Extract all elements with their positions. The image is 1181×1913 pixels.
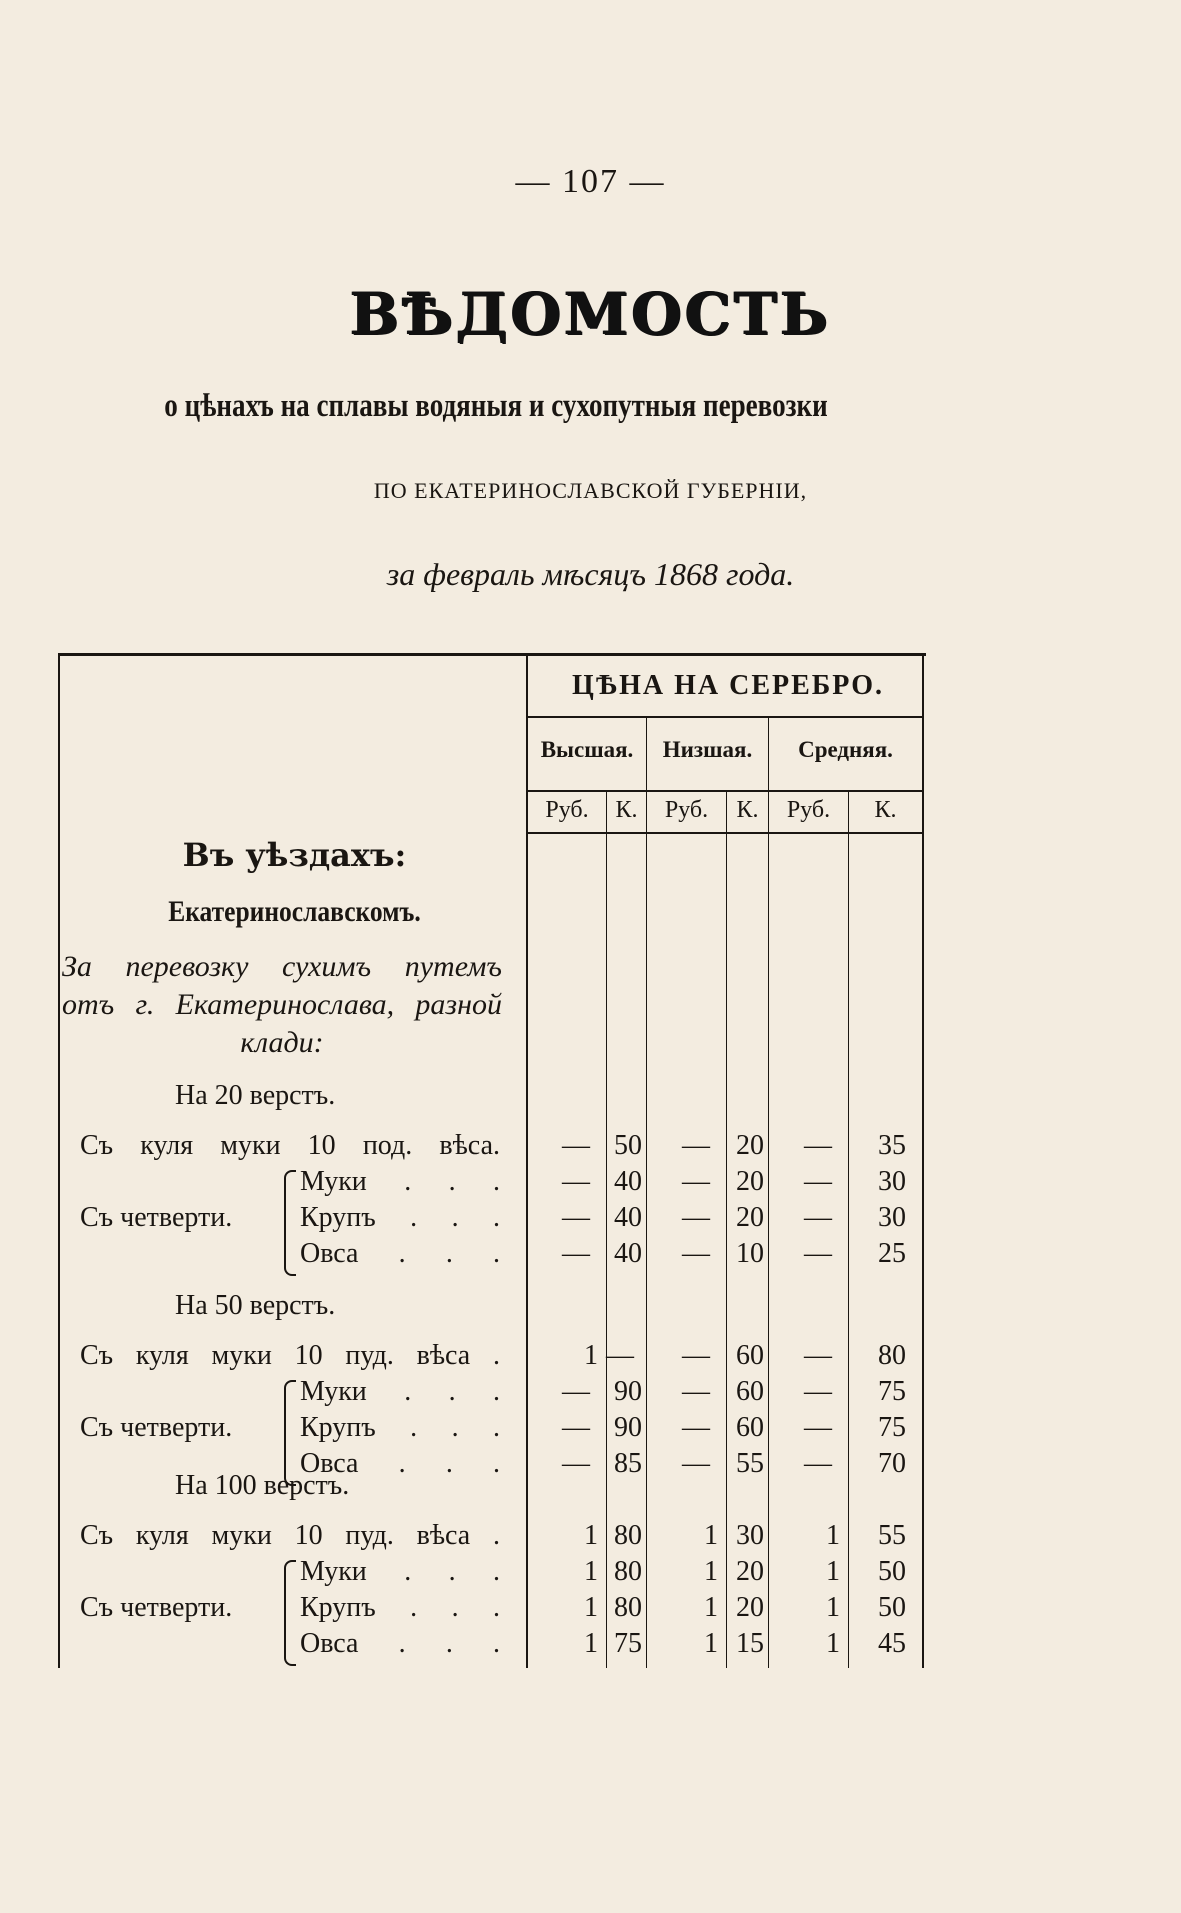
quarter-label: Съ четверти.	[80, 1202, 233, 1233]
header-rule-1	[528, 716, 922, 718]
price-cell: 50	[614, 1130, 642, 1161]
brace	[284, 1560, 296, 1666]
sub-row-label-muki: Муки . . .	[300, 1166, 500, 1197]
price-cell: —	[682, 1130, 710, 1161]
price-cell: 1	[704, 1520, 718, 1551]
price-cell: 25	[878, 1238, 906, 1269]
price-cell: 20	[736, 1202, 764, 1233]
price-cell: 50	[878, 1556, 906, 1587]
sub-row-label-ovsa: Овса . . .	[300, 1238, 500, 1269]
kul-row-label: Съ куля муки 10 под. вѣса.	[80, 1130, 500, 1161]
price-cell: —	[804, 1376, 832, 1407]
price-cell: 20	[736, 1592, 764, 1623]
price-cell: 90	[614, 1376, 642, 1407]
kul-row-label: Съ куля муки 10 пуд. вѣса .	[80, 1340, 500, 1371]
period-line: за февраль мѣсяцъ 1868 года.	[386, 556, 795, 592]
price-cell: 1	[826, 1592, 840, 1623]
price-cell: 35	[878, 1130, 906, 1161]
sub-row-label-muki: Муки . . .	[300, 1376, 500, 1407]
price-cell: —	[562, 1238, 590, 1269]
transport-description-2: отъ г. Екатеринослава, разной	[62, 988, 502, 1021]
price-cell: 15	[736, 1628, 764, 1659]
price-cell: 40	[614, 1238, 642, 1269]
price-cell: 60	[736, 1340, 764, 1371]
price-cell: —	[682, 1376, 710, 1407]
quarter-label: Съ четверти.	[80, 1592, 233, 1623]
price-cell: 70	[878, 1448, 906, 1479]
unit-rub: Руб.	[664, 797, 709, 823]
document-subtitle: о цѣнахъ на сплавы водяныя и сухопутныя перевозки	[164, 388, 828, 424]
price-cell: 55	[878, 1520, 906, 1551]
price-cell: —	[562, 1202, 590, 1233]
sub-row-label-krup: Крупъ . . .	[300, 1202, 500, 1233]
price-cell: 30	[736, 1520, 764, 1551]
price-cell: —	[562, 1376, 590, 1407]
price-cell: 30	[878, 1166, 906, 1197]
price-cell: 1	[826, 1556, 840, 1587]
price-cell: 20	[736, 1166, 764, 1197]
price-cell: —	[804, 1412, 832, 1443]
price-cell: 1	[704, 1628, 718, 1659]
price-cell: 50	[878, 1592, 906, 1623]
price-cell: 1	[584, 1556, 598, 1587]
price-cell: 10	[736, 1238, 764, 1269]
price-cell: 75	[878, 1412, 906, 1443]
price-cell: 20	[736, 1130, 764, 1161]
price-cell: 1	[584, 1340, 598, 1371]
price-cell: 40	[614, 1202, 642, 1233]
brace	[284, 1170, 296, 1276]
price-header: ЦѢНА НА СЕРЕБРО.	[571, 670, 885, 701]
distance-heading: На 100 верстъ.	[175, 1470, 350, 1501]
transport-description-3: клади:	[240, 1026, 324, 1059]
header-rule-2	[528, 790, 922, 792]
price-cell: —	[606, 1340, 634, 1371]
table-top-rule	[58, 653, 926, 656]
unit-kop: К.	[615, 797, 638, 823]
price-cell: —	[804, 1340, 832, 1371]
table-left-rule	[58, 653, 60, 1668]
distance-heading: На 50 верстъ.	[175, 1290, 336, 1321]
price-cell: —	[682, 1238, 710, 1269]
price-cell: 1	[704, 1556, 718, 1587]
price-cell: 80	[878, 1340, 906, 1371]
price-cell: —	[562, 1130, 590, 1161]
price-cell: —	[682, 1166, 710, 1197]
header-rule-3	[528, 832, 922, 834]
unit-rub: Руб.	[786, 797, 831, 823]
col-header-avg: Средняя.	[798, 737, 893, 762]
price-cell: —	[562, 1448, 590, 1479]
price-cell: 60	[736, 1376, 764, 1407]
price-cell: 55	[736, 1448, 764, 1479]
price-cell: 80	[614, 1592, 642, 1623]
price-cell: —	[804, 1448, 832, 1479]
price-cell: —	[682, 1340, 710, 1371]
price-cell: 60	[736, 1412, 764, 1443]
kul-row-label: Съ куля муки 10 пуд. вѣса .	[80, 1520, 500, 1551]
price-cell: —	[682, 1448, 710, 1479]
col-divider-2	[768, 718, 769, 1668]
price-cell: 45	[878, 1628, 906, 1659]
price-cell: 1	[584, 1520, 598, 1551]
unit-kop: К.	[736, 797, 759, 823]
price-cell: 1	[826, 1520, 840, 1551]
price-cell: 75	[878, 1376, 906, 1407]
price-cell: 85	[614, 1448, 642, 1479]
col-header-high: Высшая.	[540, 737, 634, 762]
price-cell: 1	[704, 1592, 718, 1623]
price-cell: —	[562, 1166, 590, 1197]
page-number: — 107 —	[515, 163, 666, 200]
unit-rub: Руб.	[545, 797, 589, 823]
region-line: ПО ЕКАТЕРИНОСЛАВСКОЙ ГУБЕРНІИ,	[373, 478, 808, 503]
price-cell: 1	[584, 1628, 598, 1659]
quarter-label: Съ четверти.	[80, 1412, 233, 1443]
district-name: Екатеринославскомъ.	[168, 895, 421, 928]
price-cell: 75	[614, 1628, 642, 1659]
price-cell: —	[562, 1412, 590, 1443]
price-cell: 90	[614, 1412, 642, 1443]
price-cell: 30	[878, 1202, 906, 1233]
distance-heading: На 20 верстъ.	[175, 1080, 336, 1111]
price-cell: 20	[736, 1556, 764, 1587]
sub-row-label-ovsa: Овса . . .	[300, 1448, 500, 1479]
sub-row-label-ovsa: Овса . . .	[300, 1628, 500, 1659]
sub-row-label-muki: Муки . . .	[300, 1556, 500, 1587]
price-cell: —	[804, 1238, 832, 1269]
sub-row-label-krup: Крупъ . . .	[300, 1412, 500, 1443]
sub-row-label-krup: Крупъ . . .	[300, 1592, 500, 1623]
price-cell: 1	[584, 1592, 598, 1623]
price-cell: 80	[614, 1520, 642, 1551]
unit-kop: К.	[874, 797, 897, 823]
price-cell: 80	[614, 1556, 642, 1587]
price-cell: —	[804, 1130, 832, 1161]
document-title: ВѢДОМОСТЬ	[349, 280, 832, 348]
table-right-rule	[922, 656, 924, 1668]
price-cell: —	[682, 1202, 710, 1233]
price-cell: —	[804, 1166, 832, 1197]
transport-description-1: За перевозку сухимъ путемъ	[62, 950, 502, 983]
col-header-low: Низшая.	[662, 737, 753, 762]
price-cell: —	[804, 1202, 832, 1233]
in-districts-heading: Въ уѣздахъ:	[182, 836, 407, 874]
price-cell: —	[682, 1412, 710, 1443]
price-cell: 40	[614, 1166, 642, 1197]
col-divider-1	[646, 718, 647, 1668]
price-cell: 1	[826, 1628, 840, 1659]
